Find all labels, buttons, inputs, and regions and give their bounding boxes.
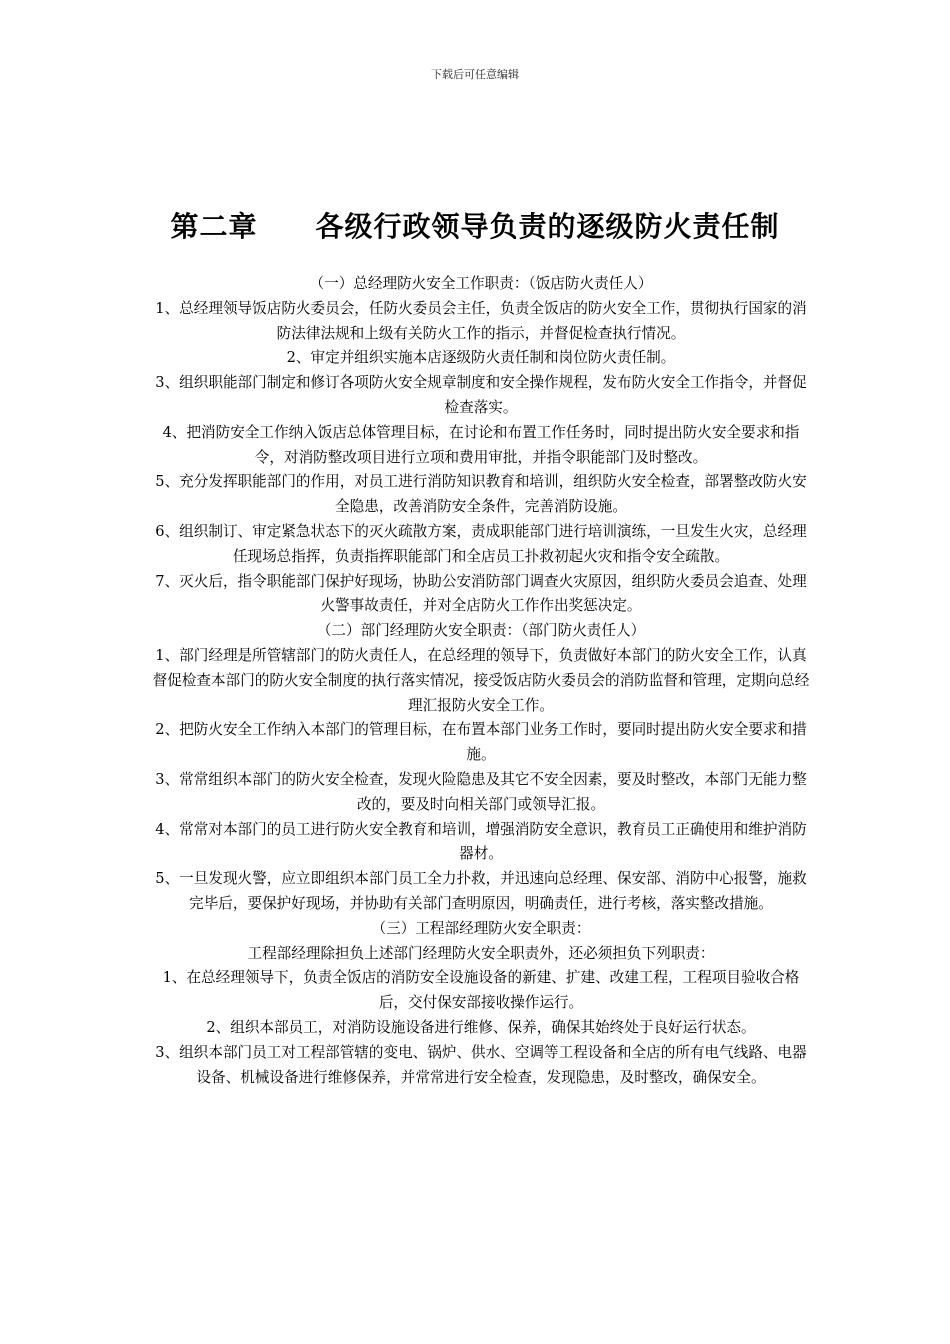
paragraph: 6、组织制订、审定紧急状态下的灭火疏散方案，责成职能部门进行培训演练，一旦发生火灾，总经理任现场总指挥，负责指挥职能部门和全店员工扑救初起火灾和指令安全疏散。 [155,522,807,565]
paragraph: 4、把消防安全工作纳入饭店总体管理目标，在讨论和布置工作任务时，同时提出防火安全要求和指令，对消防整改项目进行立项和费用审批，并指令职能部门及时整改。 [162,423,800,466]
chapter-title [0,205,950,245]
paragraph: 3、组织职能部门制定和修订各项防火安全规章制度和安全操作规程，发布防火安全工作指令，并督促检查落实。 [155,374,807,416]
document-body [150,272,812,1090]
paragraph: 2、把防火安全工作纳入本部门的管理目标，在布置本部门业务工作时，要同时提出防火安全要求和措施。 [155,721,807,764]
chapter-number: 第二章 [170,210,258,243]
header-note: 下载后可任意编辑 [431,68,519,81]
paragraph: 7、灭火后，指令职能部门保护好现场，协助公安消防部门调查火灾原因，组织防火委员会追查、处理火警事故责任，并对全店防火工作作出奖惩决定。 [155,572,807,615]
paragraph: 1、在总经理领导下，负责全饭店的消防安全设施设备的新建、扩建、改建工程，工程项目验收合格后，交付保安部接收操作运行。 [162,969,800,1012]
paragraph: 2、组织本部员工，对消防设施设备进行维修、保养，确保其始终处于良好运行状态。 [206,1018,756,1036]
paragraph: 1、总经理领导饭店防火委员会，任防火委员会主任，负责全饭店的防火安全工作，贯彻执行国家的消防法律法规和上级有关防火工作的指示，并督促检查执行情况。 [155,299,807,342]
section-heading-3: （三）工程部经理防火安全职责： [371,919,591,937]
paragraph: 5、一旦发现火警，应立即组织本部门员工全力扑救，并迅速向总经理、保安部、消防中心报警，施救完毕后，要保护好现场，并协助有关部门查明原因，明确责任，进行考核，落实整改措施。 [155,870,807,912]
section-heading-2: （二）部门经理防火安全职责：（部门防火责任人） [316,622,646,640]
paragraph: 3、常常组织本部门的防火安全检查，发现火险隐患及其它不安全因素，要及时整改，本部门无能力整改的，要及时向相关部门或领导汇报。 [155,770,807,813]
paragraph: 1、部门经理是所管辖部门的防火责任人，在总经理的领导下，负责做好本部门的防火安全工作，认真督促检查本部门的防火安全制度的执行落实情况，接受饭店防火委员会的消防监督和管理，定期向总经理汇报防火安全工作。 [152,646,810,714]
paragraph: 工程部经理除担负上述部门经理防火安全职责外，还必须担负下列职责： [247,944,715,962]
section-heading-1: （一）总经理防火安全工作职责：（饭店防火责任人） [309,275,653,292]
paragraph: 2、审定并组织实施本店逐级防火责任制和岗位防火责任制。 [286,349,676,367]
paragraph: 5、充分发挥职能部门的作用，对员工进行消防知识教育和培训，组织防火安全检查，部署整改防火安全隐患，改善消防安全条件，完善消防设施。 [155,473,807,516]
paragraph: 4、常常对本部门的员工进行防火安全教育和培训，增强消防安全意识，教育员工正确使用和维护消防器材。 [155,820,807,863]
chapter-heading: 各级行政领导负责的逐级防火责任制 [315,210,780,243]
paragraph: 3、组织本部门员工对工程部管辖的变电、锅炉、供水、空调等工程设备和全店的所有电气线路、电器设备、机械设备进行维修保养，并常常进行安全检查，发现隐患，及时整改，确保安全。 [155,1043,807,1086]
